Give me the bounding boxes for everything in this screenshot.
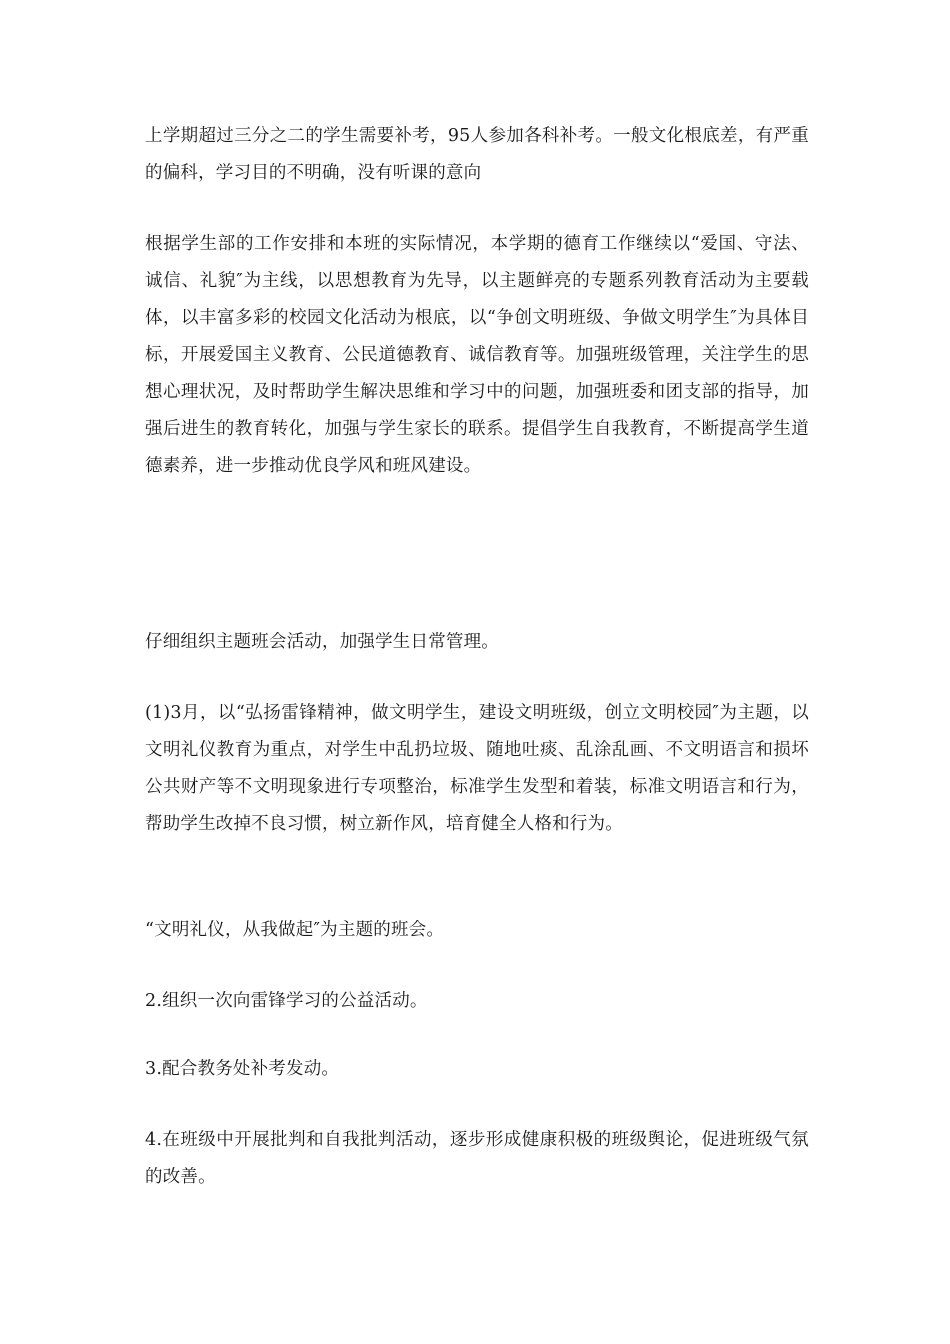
paragraph-march-theme: (1)3月，以“弘扬雷锋精神，做文明学生，建设文明班级，创立文明校园″为主题，以文明礼仪教育为重点，对学生中乱扔垃圾、随地吐痰、乱涂乱画、不文明语言和损坏公共财产等不文明现象进行专项整治，标准学生发型和着装，标准文明语言和行为，帮助学生改掉不良习惯，树立新作风，培育健全人格和行为。 bbox=[145, 703, 809, 834]
paragraph-class-meeting-management: 仔细组织主题班会活动，加强学生日常管理。 bbox=[145, 632, 499, 652]
list-item-lei-feng-activity: 2.组织一次向雷锋学习的公益活动。 bbox=[145, 991, 428, 1011]
paragraph-makeup-exam-status: 上学期超过三分之二的学生需要补考，95人参加各科补考。一般文化根底差，有严重的偏科，学习目的不明确，没有听课的意向 bbox=[145, 126, 809, 183]
list-item-makeup-exam-mobilization: 3.配合教务处补考发动。 bbox=[145, 1059, 340, 1079]
list-item-criticism-activity: 4.在班级中开展批判和自我批判活动，逐步形成健康积极的班级舆论，促进班级气氛的改善。 bbox=[145, 1130, 809, 1187]
paragraph-moral-education-plan: 根据学生部的工作安排和本班的实际情况，本学期的德育工作继续以“爱国、守法、诚信、礼貌″为主线，以思想教育为先导，以主题鲜亮的专题系列教育活动为主要载体，以丰富多彩的校园文化活动为根底，以“争创文明班级、争做文明学生″为具体目标，开展爱国主义教育、公民道德教育、诚信教育等。加强班级管理，关注学生的思想心理状况，及时帮助学生解决思维和学习中的问题，加强班委和团支部的指导，加强后进生的教育转化，加强与学生家长的联系。提倡学生自我教育，不断提高学生道德素养，进一步推动优良学风和班风建设。 bbox=[145, 234, 809, 476]
paragraph-etiquette-meeting: “文明礼仪，从我做起″为主题的班会。 bbox=[145, 920, 445, 940]
